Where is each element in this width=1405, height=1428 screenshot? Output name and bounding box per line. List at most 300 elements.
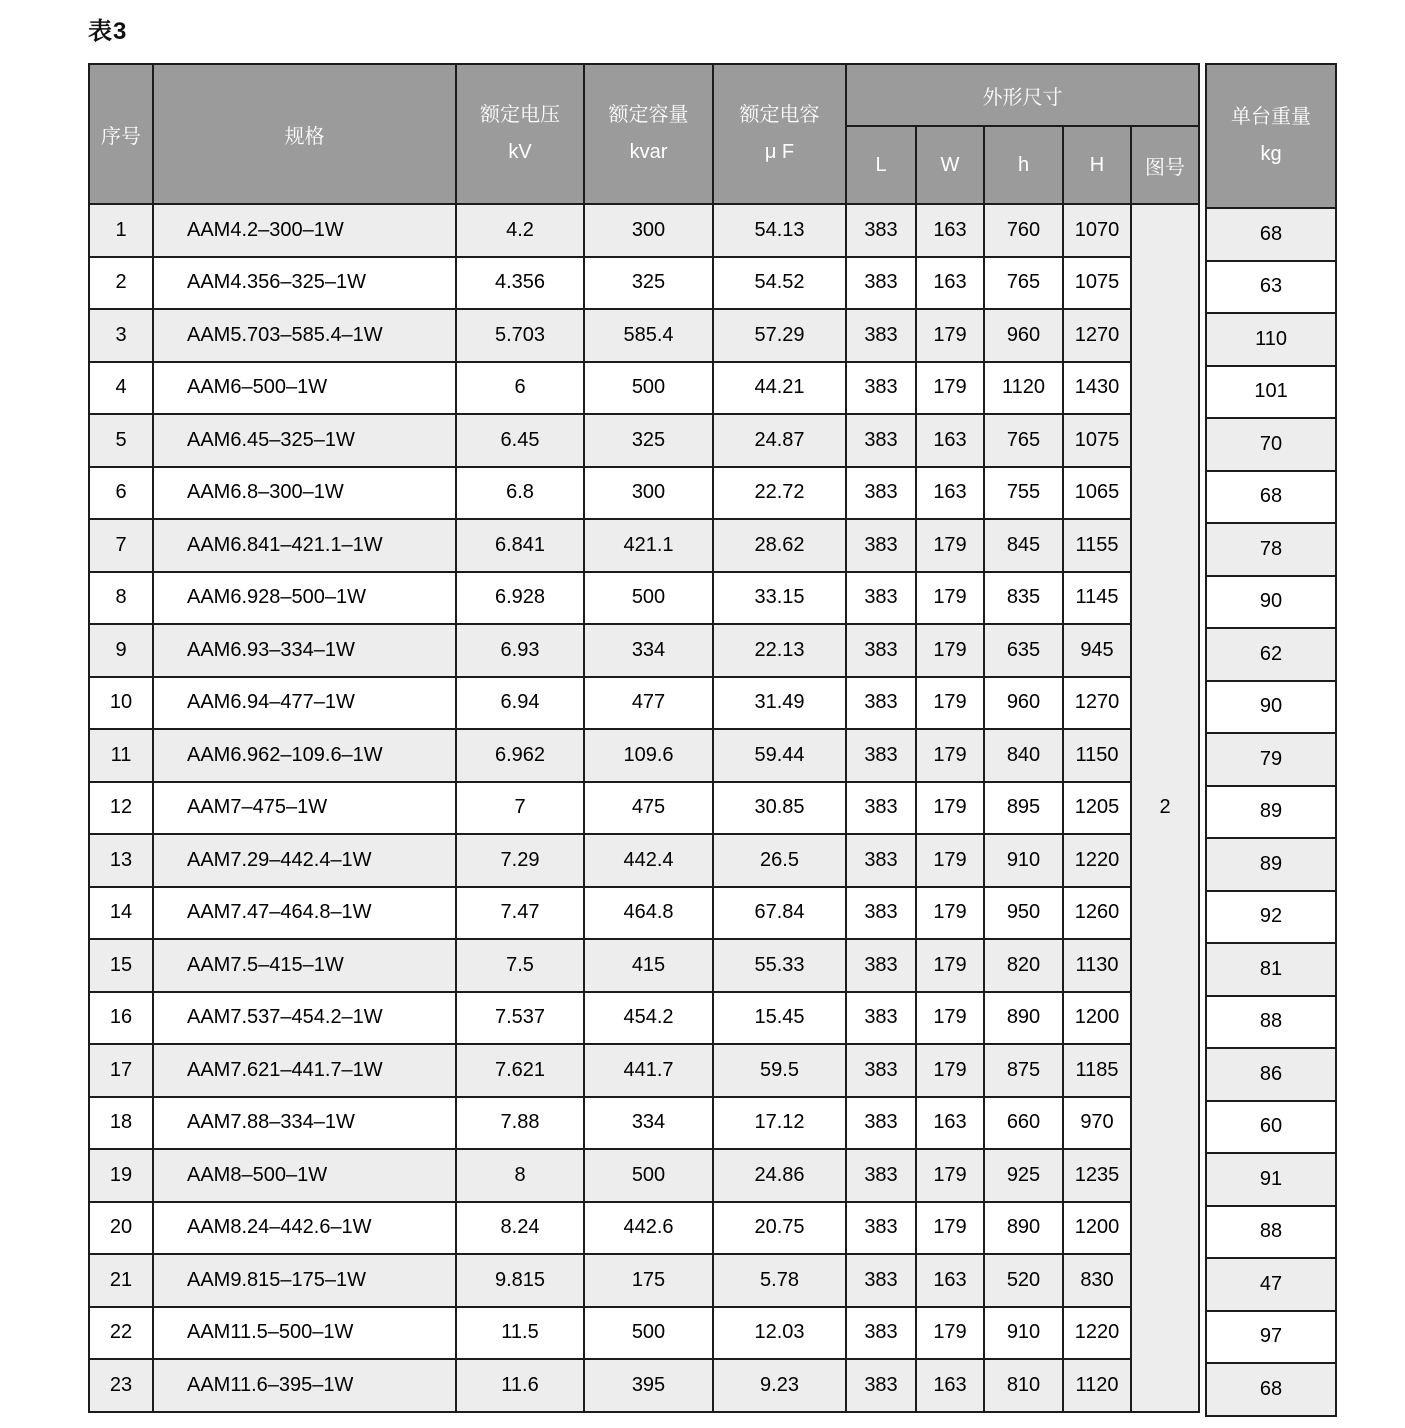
capacity-cell: 500 (584, 362, 713, 415)
dim-h-cell: 520 (984, 1254, 1063, 1307)
dim-H-cell: 970 (1063, 1097, 1131, 1150)
dim-L-cell: 383 (846, 309, 916, 362)
dim-W-cell: 179 (916, 362, 984, 415)
dim-L-cell: 383 (846, 729, 916, 782)
weight-cell: 68 (1206, 1363, 1336, 1416)
voltage-cell: 11.6 (456, 1359, 584, 1412)
dim-L-cell: 383 (846, 992, 916, 1045)
capacity-cell: 325 (584, 414, 713, 467)
table-row (89, 677, 1199, 730)
header-rated-capacitance-unit: μ F (764, 141, 795, 163)
voltage-cell: 7.88 (456, 1097, 584, 1150)
weight-table-header (1206, 64, 1336, 208)
dim-H-cell: 1185 (1063, 1044, 1131, 1097)
row-number-cell: 6 (89, 467, 153, 520)
weight-table-body (1206, 208, 1336, 1416)
weight-table (1205, 63, 1337, 1417)
capacity-cell: 325 (584, 257, 713, 310)
capacity-cell: 334 (584, 1097, 713, 1150)
dim-L-cell: 383 (846, 467, 916, 520)
voltage-cell: 6.841 (456, 519, 584, 572)
main-table-header (89, 64, 1199, 204)
weight-row (1206, 1101, 1336, 1154)
spec-cell: AAM7.88–334–1W (153, 1097, 456, 1150)
row-number-cell: 21 (89, 1254, 153, 1307)
table-row (89, 1254, 1199, 1307)
dim-h-cell: 890 (984, 992, 1063, 1045)
dim-W-cell: 163 (916, 1097, 984, 1150)
row-number-cell: 7 (89, 519, 153, 572)
dim-L-cell: 383 (846, 624, 916, 677)
dim-W-cell: 179 (916, 729, 984, 782)
dim-H-cell: 1155 (1063, 519, 1131, 572)
header-unit-weight-cn: 单台重量 (1231, 106, 1312, 128)
dim-h-cell: 1120 (984, 362, 1063, 415)
dim-H-cell: 1120 (1063, 1359, 1131, 1412)
dim-h-cell: 875 (984, 1044, 1063, 1097)
table-row (89, 204, 1199, 257)
weight-row (1206, 313, 1336, 366)
header-dim-L: L (846, 126, 916, 204)
spec-cell: AAM6.93–334–1W (153, 624, 456, 677)
row-number-cell: 5 (89, 414, 153, 467)
dim-L-cell: 383 (846, 782, 916, 835)
header-rated-capacity-unit: kvar (629, 141, 668, 163)
voltage-cell: 5.703 (456, 309, 584, 362)
weight-cell: 60 (1206, 1101, 1336, 1154)
capacity-cell: 475 (584, 782, 713, 835)
dim-h-cell: 810 (984, 1359, 1063, 1412)
voltage-cell: 4.356 (456, 257, 584, 310)
weight-cell: 81 (1206, 943, 1336, 996)
spec-table (88, 63, 1200, 1413)
dim-W-cell: 179 (916, 519, 984, 572)
spec-cell: AAM6.8–300–1W (153, 467, 456, 520)
row-number-cell: 19 (89, 1149, 153, 1202)
weight-row (1206, 786, 1336, 839)
dim-W-cell: 179 (916, 887, 984, 940)
spec-cell: AAM7.5–415–1W (153, 939, 456, 992)
dim-H-cell: 1220 (1063, 1307, 1131, 1360)
header-dim-W: W (916, 126, 984, 204)
dim-L-cell: 383 (846, 939, 916, 992)
row-number-cell: 9 (89, 624, 153, 677)
voltage-cell: 4.2 (456, 204, 584, 257)
weight-row (1206, 681, 1336, 734)
voltage-cell: 6 (456, 362, 584, 415)
weight-cell: 47 (1206, 1258, 1336, 1311)
weight-row (1206, 1258, 1336, 1311)
weight-cell: 63 (1206, 261, 1336, 314)
header-rated-voltage-cn: 额定电压 (480, 104, 560, 126)
dim-h-cell: 890 (984, 1202, 1063, 1255)
spec-cell: AAM4.356–325–1W (153, 257, 456, 310)
capacitance-cell: 54.52 (713, 257, 846, 310)
capacity-cell: 464.8 (584, 887, 713, 940)
row-number-cell: 1 (89, 204, 153, 257)
table-row (89, 887, 1199, 940)
weight-cell: 88 (1206, 996, 1336, 1049)
row-number-cell: 22 (89, 1307, 153, 1360)
capacity-cell: 454.2 (584, 992, 713, 1045)
dim-L-cell: 383 (846, 204, 916, 257)
voltage-cell: 7.537 (456, 992, 584, 1045)
capacitance-cell: 22.13 (713, 624, 846, 677)
spec-cell: AAM8–500–1W (153, 1149, 456, 1202)
voltage-cell: 8 (456, 1149, 584, 1202)
capacitance-cell: 57.29 (713, 309, 846, 362)
dim-L-cell: 383 (846, 834, 916, 887)
table-row (89, 782, 1199, 835)
header-spec: 规格 (153, 64, 456, 204)
row-number-cell: 2 (89, 257, 153, 310)
dim-L-cell: 383 (846, 1149, 916, 1202)
dim-W-cell: 179 (916, 1149, 984, 1202)
capacity-cell: 300 (584, 467, 713, 520)
row-number-cell: 11 (89, 729, 153, 782)
weight-row (1206, 1206, 1336, 1259)
row-number-cell: 14 (89, 887, 153, 940)
dim-h-cell: 910 (984, 834, 1063, 887)
dim-H-cell: 830 (1063, 1254, 1131, 1307)
dim-h-cell: 765 (984, 257, 1063, 310)
dim-H-cell: 1270 (1063, 309, 1131, 362)
capacity-cell: 585.4 (584, 309, 713, 362)
header-unit-weight-unit: kg (1260, 143, 1282, 165)
weight-row (1206, 838, 1336, 891)
dim-W-cell: 163 (916, 257, 984, 310)
header-dimensions: 外形尺寸 (846, 64, 1199, 126)
dim-L-cell: 383 (846, 1359, 916, 1412)
weight-cell: 90 (1206, 576, 1336, 629)
weight-cell: 89 (1206, 786, 1336, 839)
capacitance-cell: 26.5 (713, 834, 846, 887)
dim-L-cell: 383 (846, 1307, 916, 1360)
row-number-cell: 23 (89, 1359, 153, 1412)
dim-h-cell: 925 (984, 1149, 1063, 1202)
row-number-cell: 10 (89, 677, 153, 730)
dim-W-cell: 179 (916, 572, 984, 625)
dim-h-cell: 755 (984, 467, 1063, 520)
dim-H-cell: 1200 (1063, 1202, 1131, 1255)
dim-H-cell: 1145 (1063, 572, 1131, 625)
dim-W-cell: 179 (916, 624, 984, 677)
header-dim-H: H (1063, 126, 1131, 204)
capacitance-cell: 59.5 (713, 1044, 846, 1097)
table-row (89, 1044, 1199, 1097)
weight-row (1206, 628, 1336, 681)
dim-W-cell: 163 (916, 1359, 984, 1412)
dim-H-cell: 1130 (1063, 939, 1131, 992)
dim-W-cell: 163 (916, 1254, 984, 1307)
capacity-cell: 442.6 (584, 1202, 713, 1255)
spec-cell: AAM9.815–175–1W (153, 1254, 456, 1307)
capacity-cell: 477 (584, 677, 713, 730)
weight-row (1206, 418, 1336, 471)
spec-cell: AAM6.841–421.1–1W (153, 519, 456, 572)
capacitance-cell: 31.49 (713, 677, 846, 730)
weight-row (1206, 1363, 1336, 1416)
row-number-cell: 17 (89, 1044, 153, 1097)
table-row (89, 1307, 1199, 1360)
header-dim-h: h (984, 126, 1063, 204)
capacitance-cell: 59.44 (713, 729, 846, 782)
capacity-cell: 500 (584, 1149, 713, 1202)
capacitance-cell: 9.23 (713, 1359, 846, 1412)
capacitance-cell: 30.85 (713, 782, 846, 835)
weight-cell: 62 (1206, 628, 1336, 681)
table-row (89, 519, 1199, 572)
weight-cell: 86 (1206, 1048, 1336, 1101)
weight-cell: 68 (1206, 471, 1336, 524)
table-row (89, 834, 1199, 887)
voltage-cell: 9.815 (456, 1254, 584, 1307)
dim-L-cell: 383 (846, 572, 916, 625)
spec-cell: AAM7.47–464.8–1W (153, 887, 456, 940)
row-number-cell: 8 (89, 572, 153, 625)
dim-W-cell: 179 (916, 1044, 984, 1097)
capacitance-cell: 44.21 (713, 362, 846, 415)
table-row (89, 729, 1199, 782)
dim-L-cell: 383 (846, 887, 916, 940)
row-number-cell: 15 (89, 939, 153, 992)
dim-W-cell: 179 (916, 1307, 984, 1360)
weight-row (1206, 576, 1336, 629)
weight-row (1206, 943, 1336, 996)
weight-cell: 90 (1206, 681, 1336, 734)
dim-L-cell: 383 (846, 1044, 916, 1097)
dim-h-cell: 635 (984, 624, 1063, 677)
table-row (89, 257, 1199, 310)
table-row (89, 992, 1199, 1045)
weight-cell: 92 (1206, 891, 1336, 944)
capacitance-cell: 55.33 (713, 939, 846, 992)
dim-h-cell: 950 (984, 887, 1063, 940)
header-rated-capacity-cn: 额定容量 (608, 104, 689, 126)
table-title: 表3 (88, 18, 128, 45)
spec-cell: AAM8.24–442.6–1W (153, 1202, 456, 1255)
dim-h-cell: 765 (984, 414, 1063, 467)
weight-cell: 79 (1206, 733, 1336, 786)
header-unit-weight (1206, 64, 1336, 208)
spec-cell: AAM11.5–500–1W (153, 1307, 456, 1360)
spec-cell: AAM6.45–325–1W (153, 414, 456, 467)
dim-h-cell: 960 (984, 677, 1063, 730)
voltage-cell: 6.962 (456, 729, 584, 782)
weight-cell: 70 (1206, 418, 1336, 471)
dim-H-cell: 945 (1063, 624, 1131, 677)
dim-h-cell: 845 (984, 519, 1063, 572)
spec-cell: AAM11.6–395–1W (153, 1359, 456, 1412)
table-row (89, 1149, 1199, 1202)
capacitance-cell: 24.87 (713, 414, 846, 467)
capacitance-cell: 24.86 (713, 1149, 846, 1202)
voltage-cell: 7.5 (456, 939, 584, 992)
weight-cell: 110 (1206, 313, 1336, 366)
dim-L-cell: 383 (846, 257, 916, 310)
dim-L-cell: 383 (846, 362, 916, 415)
table-row (89, 624, 1199, 677)
spec-cell: AAM6.94–477–1W (153, 677, 456, 730)
capacity-cell: 395 (584, 1359, 713, 1412)
spec-cell: AAM7.621–441.7–1W (153, 1044, 456, 1097)
weight-row (1206, 1153, 1336, 1206)
dim-H-cell: 1205 (1063, 782, 1131, 835)
weight-cell: 101 (1206, 366, 1336, 419)
spec-cell: AAM5.703–585.4–1W (153, 309, 456, 362)
weight-row (1206, 261, 1336, 314)
capacity-cell: 334 (584, 624, 713, 677)
weight-row (1206, 891, 1336, 944)
dim-W-cell: 163 (916, 467, 984, 520)
dim-W-cell: 179 (916, 309, 984, 362)
capacitance-cell: 12.03 (713, 1307, 846, 1360)
voltage-cell: 6.8 (456, 467, 584, 520)
table-row (89, 1359, 1199, 1412)
weight-header-row (1206, 64, 1336, 208)
dim-L-cell: 383 (846, 677, 916, 730)
dim-L-cell: 383 (846, 1254, 916, 1307)
capacitance-cell: 15.45 (713, 992, 846, 1045)
voltage-cell: 7 (456, 782, 584, 835)
dim-H-cell: 1070 (1063, 204, 1131, 257)
dim-H-cell: 1270 (1063, 677, 1131, 730)
dim-h-cell: 895 (984, 782, 1063, 835)
table-row (89, 572, 1199, 625)
capacity-cell: 500 (584, 1307, 713, 1360)
dim-H-cell: 1260 (1063, 887, 1131, 940)
row-number-cell: 20 (89, 1202, 153, 1255)
main-table-body (89, 204, 1199, 1412)
dim-h-cell: 840 (984, 729, 1063, 782)
capacitance-cell: 17.12 (713, 1097, 846, 1150)
spec-cell: AAM6.962–109.6–1W (153, 729, 456, 782)
dim-W-cell: 179 (916, 1202, 984, 1255)
table-row (89, 1202, 1199, 1255)
weight-cell: 97 (1206, 1311, 1336, 1364)
dim-W-cell: 163 (916, 414, 984, 467)
weight-cell: 78 (1206, 523, 1336, 576)
row-number-cell: 16 (89, 992, 153, 1045)
table3-container (88, 63, 1405, 1417)
spec-cell: AAM4.2–300–1W (153, 204, 456, 257)
header-row-1 (89, 64, 1199, 126)
weight-row (1206, 523, 1336, 576)
header-serial: 序号 (89, 64, 153, 204)
row-number-cell: 18 (89, 1097, 153, 1150)
capacity-cell: 441.7 (584, 1044, 713, 1097)
weight-row (1206, 208, 1336, 261)
weight-row (1206, 471, 1336, 524)
table-row (89, 414, 1199, 467)
capacity-cell: 500 (584, 572, 713, 625)
capacity-cell: 109.6 (584, 729, 713, 782)
dim-h-cell: 820 (984, 939, 1063, 992)
dim-H-cell: 1065 (1063, 467, 1131, 520)
weight-row (1206, 733, 1336, 786)
capacity-cell: 415 (584, 939, 713, 992)
dim-L-cell: 383 (846, 519, 916, 572)
dim-L-cell: 383 (846, 1097, 916, 1150)
header-rated-capacity (584, 64, 713, 204)
voltage-cell: 7.29 (456, 834, 584, 887)
spec-cell: AAM7.29–442.4–1W (153, 834, 456, 887)
dim-H-cell: 1430 (1063, 362, 1131, 415)
dim-H-cell: 1150 (1063, 729, 1131, 782)
row-number-cell: 4 (89, 362, 153, 415)
dim-W-cell: 179 (916, 834, 984, 887)
row-number-cell: 3 (89, 309, 153, 362)
capacitance-cell: 67.84 (713, 887, 846, 940)
dim-W-cell: 179 (916, 782, 984, 835)
header-rated-voltage-unit: kV (508, 141, 532, 163)
dim-W-cell: 179 (916, 939, 984, 992)
capacitance-cell: 54.13 (713, 204, 846, 257)
dim-W-cell: 179 (916, 677, 984, 730)
header-rated-voltage (456, 64, 584, 204)
voltage-cell: 6.45 (456, 414, 584, 467)
voltage-cell: 6.928 (456, 572, 584, 625)
dim-h-cell: 835 (984, 572, 1063, 625)
dim-H-cell: 1075 (1063, 414, 1131, 467)
voltage-cell: 6.94 (456, 677, 584, 730)
weight-cell: 88 (1206, 1206, 1336, 1259)
weight-cell: 91 (1206, 1153, 1336, 1206)
table-row (89, 362, 1199, 415)
weight-row (1206, 1311, 1336, 1364)
header-rated-capacitance-cn: 额定电容 (739, 104, 820, 126)
weight-row (1206, 996, 1336, 1049)
table-row (89, 467, 1199, 520)
voltage-cell: 11.5 (456, 1307, 584, 1360)
capacity-cell: 175 (584, 1254, 713, 1307)
weight-row (1206, 1048, 1336, 1101)
dim-h-cell: 660 (984, 1097, 1063, 1150)
dim-L-cell: 383 (846, 1202, 916, 1255)
dim-W-cell: 179 (916, 992, 984, 1045)
dim-H-cell: 1075 (1063, 257, 1131, 310)
weight-row (1206, 366, 1336, 419)
dim-H-cell: 1235 (1063, 1149, 1131, 1202)
header-rated-capacitance (713, 64, 846, 204)
table-row (89, 309, 1199, 362)
capacitance-cell: 33.15 (713, 572, 846, 625)
voltage-cell: 8.24 (456, 1202, 584, 1255)
capacity-cell: 442.4 (584, 834, 713, 887)
dim-h-cell: 910 (984, 1307, 1063, 1360)
row-number-cell: 13 (89, 834, 153, 887)
dim-h-cell: 960 (984, 309, 1063, 362)
voltage-cell: 7.47 (456, 887, 584, 940)
weight-cell: 68 (1206, 208, 1336, 261)
spec-cell: AAM7.537–454.2–1W (153, 992, 456, 1045)
header-figure-number: 图号 (1131, 126, 1199, 204)
table-row (89, 1097, 1199, 1150)
spec-cell: AAM7–475–1W (153, 782, 456, 835)
dim-L-cell: 383 (846, 414, 916, 467)
table-row (89, 939, 1199, 992)
weight-cell: 89 (1206, 838, 1336, 891)
capacity-cell: 421.1 (584, 519, 713, 572)
capacitance-cell: 22.72 (713, 467, 846, 520)
voltage-cell: 6.93 (456, 624, 584, 677)
dim-W-cell: 163 (916, 204, 984, 257)
figure-number-cell: 2 (1131, 204, 1199, 1412)
row-number-cell: 12 (89, 782, 153, 835)
capacitance-cell: 28.62 (713, 519, 846, 572)
voltage-cell: 7.621 (456, 1044, 584, 1097)
spec-cell: AAM6.928–500–1W (153, 572, 456, 625)
